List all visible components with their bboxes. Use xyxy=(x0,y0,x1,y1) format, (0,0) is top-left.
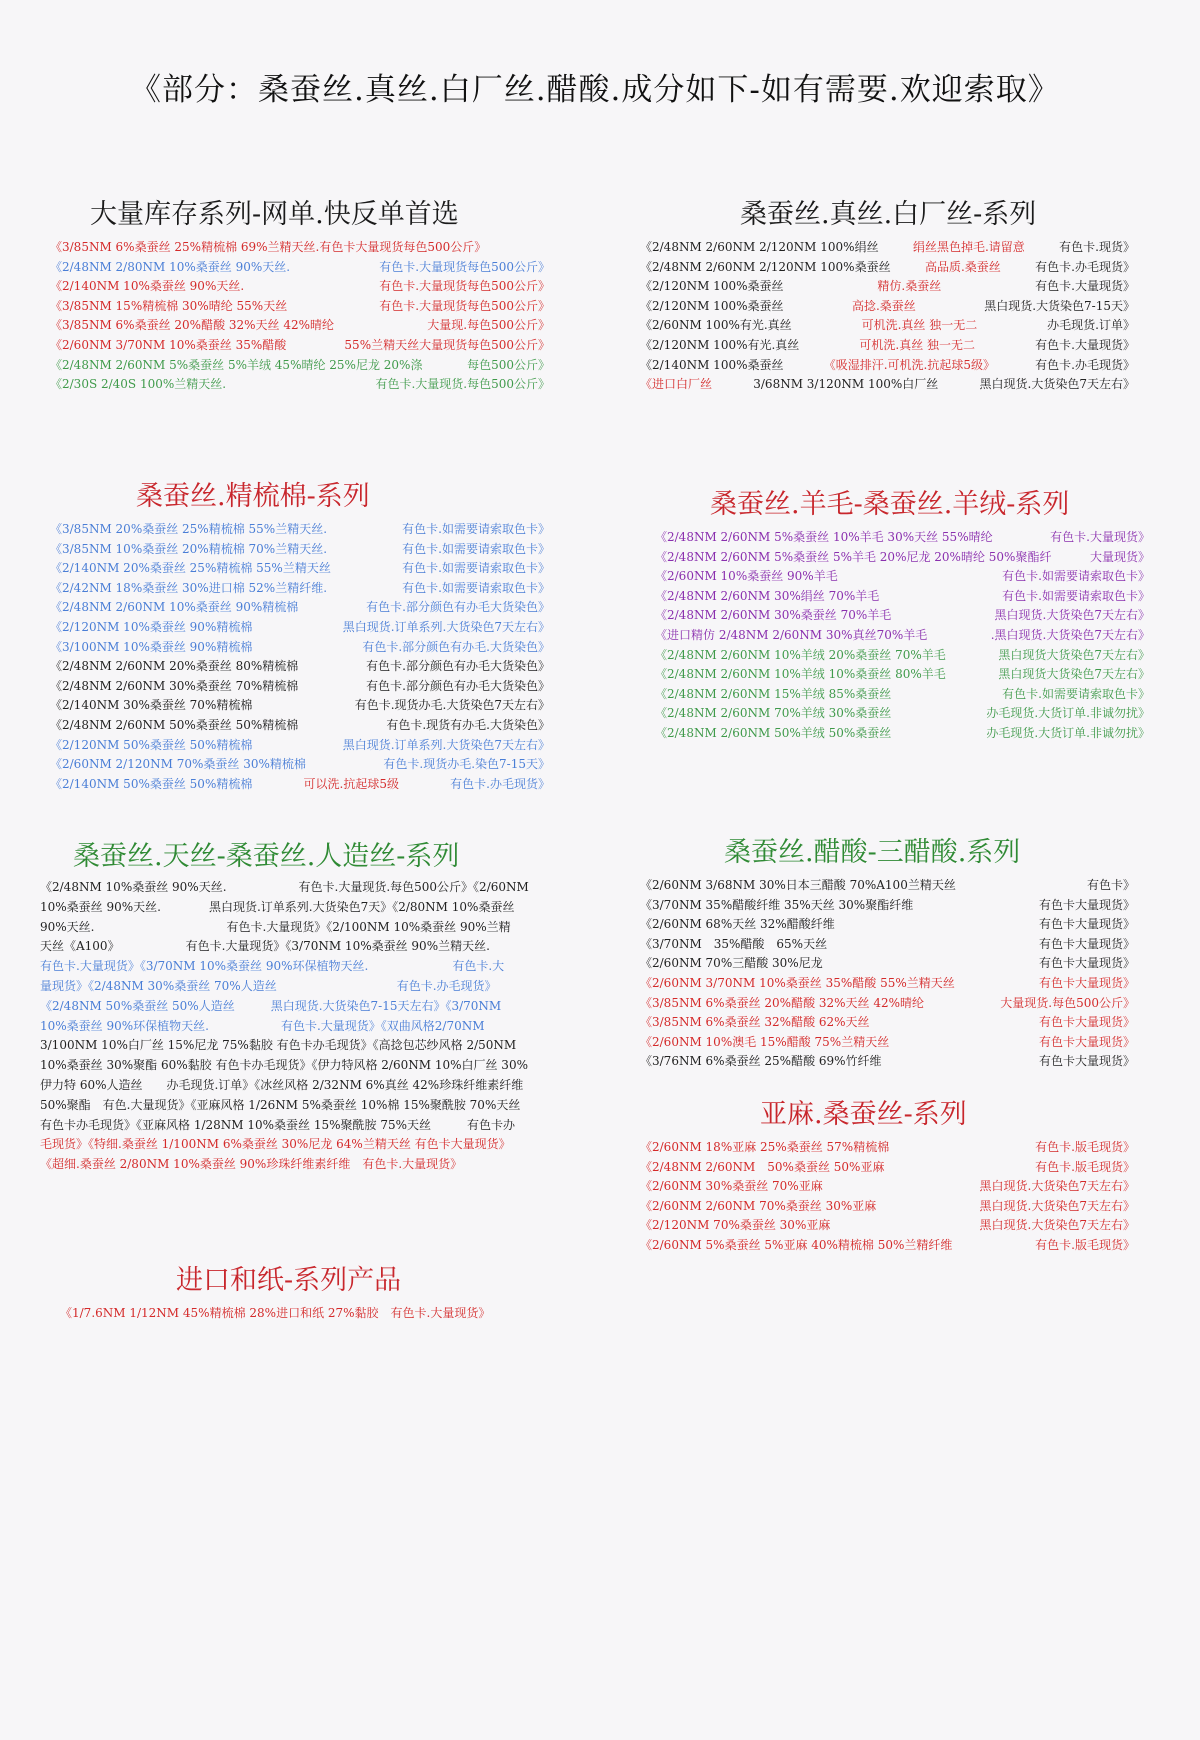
section-wool xyxy=(655,488,1150,744)
item-status: 有色卡.如需要请索取色卡》 xyxy=(1002,588,1150,603)
list-item xyxy=(50,258,550,278)
item-status: 黑白现货.大货染色7天左右》 xyxy=(979,1218,1135,1233)
list-item xyxy=(50,716,550,736)
section-title: 进口和纸-系列产品 xyxy=(176,1265,402,1296)
item-status: 有色卡.如需要请索取色卡》 xyxy=(402,522,550,536)
item-status: 有色卡.如需要请索取色卡》 xyxy=(402,561,550,576)
item-spec: 《2/48NM 2/60NM 5%桑蚕丝 5%羊绒 45%晴纶 25%尼龙 20%涤 xyxy=(50,357,423,372)
item-status: 办毛现货.大货订单.非诚勿扰》 xyxy=(986,706,1150,721)
item-spec: 《2/48NM 2/60NM 10%羊绒 20%桑蚕丝 70%羊毛 xyxy=(655,647,946,662)
item-status: 有色卡大量现货》 xyxy=(1038,897,1135,912)
list-item xyxy=(60,1304,580,1324)
section-washi xyxy=(60,1264,580,1324)
item-note: 高捻.桑蚕丝 xyxy=(851,298,916,313)
item-status: 有色卡大量现货》 xyxy=(1038,1054,1135,1069)
rows xyxy=(60,1304,580,1324)
item-note: 《吸湿排汗.可机洗.抗起球5级》 xyxy=(823,357,995,372)
item-status: 有色卡.现货办毛.染色7-15天》 xyxy=(383,757,550,772)
item-spec: 《2/140NM 50%桑蚕丝 50%精梳棉 xyxy=(50,776,253,791)
list-item xyxy=(640,935,1135,955)
list-item xyxy=(640,258,1135,278)
paragraph-line: 天丝《A100》 有色卡.大量现货》《3/70NM 10%桑蚕丝 90%兰精天丝. xyxy=(40,939,490,954)
item-status: 有色卡.办毛现货》 xyxy=(1035,357,1135,372)
item-status: .黑白现货.大货染色7天左右》 xyxy=(990,627,1150,642)
item-status: 有色卡.版毛现货》 xyxy=(1035,1237,1135,1252)
item-spec: 《2/120NM 70%桑蚕丝 30%亚麻 xyxy=(640,1218,831,1233)
list-item xyxy=(640,316,1135,336)
list-item xyxy=(50,598,550,618)
item-spec: 《2/60NM 3/70NM 10%桑蚕丝 35%醋酸 xyxy=(50,337,287,352)
item-status: 黑白现货.大货染色7天左右》 xyxy=(979,1198,1135,1213)
list-item xyxy=(50,520,550,540)
item-spec: 《2/60NM 100%有光.真丝 xyxy=(640,318,792,333)
list-item xyxy=(655,724,1150,744)
section-title: 桑蚕丝.真丝.白厂丝-系列 xyxy=(740,199,1037,230)
rows xyxy=(640,1138,1135,1256)
item-spec: 《2/48NM 2/60NM 50%桑蚕丝 50%精梳棉 xyxy=(50,717,299,732)
item-status: 有色卡.如需要请索取色卡》 xyxy=(1002,569,1150,584)
list-item xyxy=(50,755,550,775)
item-status: 有色卡.如需要请索取色卡》 xyxy=(402,541,550,556)
item-spec: 《进口精仿 2/48NM 2/60NM 30%真丝70%羊毛 xyxy=(655,627,928,642)
item-spec: 《2/60NM 3/70NM 10%桑蚕丝 35%醋酸 55%兰精天丝 xyxy=(640,975,955,990)
item-spec: 《3/76NM 6%桑蚕丝 25%醋酸 69%竹纤维 xyxy=(640,1054,882,1069)
list-item xyxy=(50,657,550,677)
list-item xyxy=(640,896,1135,916)
item-note: 精仿.桑蚕丝 xyxy=(877,279,942,294)
item-note: 高品质.桑蚕丝 xyxy=(924,259,1001,274)
item-spec: 《2/48NM 2/60NM 2/120NM 100%绢丝 xyxy=(640,240,879,254)
list-item xyxy=(655,704,1150,724)
item-spec: 《2/48NM 2/60NM 50%桑蚕丝 50%亚麻 xyxy=(640,1159,885,1174)
list-item xyxy=(655,528,1150,548)
item-spec: 《3/85NM 20%桑蚕丝 25%精梳棉 55%兰精天丝. xyxy=(50,522,328,536)
item-status: 每色500公斤》 xyxy=(467,357,550,372)
item-spec: 《2/48NM 2/60NM 10%羊绒 10%桑蚕丝 80%羊毛 xyxy=(655,667,946,682)
list-item xyxy=(640,974,1135,994)
list-item xyxy=(640,336,1135,356)
item-spec: 《2/48NM 2/60NM 30%绢丝 70%羊毛 xyxy=(655,588,880,603)
list-item xyxy=(50,677,550,697)
list-item xyxy=(640,1236,1135,1256)
list-item xyxy=(640,1197,1135,1217)
item-spec: 《2/42NM 18%桑蚕丝 30%进口棉 52%兰精纤维. xyxy=(50,580,328,595)
item-spec: 《3/85NM 6%桑蚕丝 25%精梳棉 69%兰精天丝.有色卡大量现货每色500公斤》 xyxy=(50,240,487,254)
item-spec: 《2/60NM 2/120NM 70%桑蚕丝 30%精梳棉 xyxy=(50,757,306,772)
item-status: 有色卡.办毛现货》 xyxy=(1035,259,1135,274)
section-title: 桑蚕丝.羊毛-桑蚕丝.羊绒-系列 xyxy=(710,489,1070,520)
list-item xyxy=(50,356,550,376)
item-status: 有色卡大量现货》 xyxy=(1038,975,1135,990)
section-title: 亚麻.桑蚕丝-系列 xyxy=(760,1099,967,1130)
item-spec: 《2/120NM 50%桑蚕丝 50%精梳棉 xyxy=(50,737,253,752)
item-status: 有色卡大量现货》 xyxy=(1038,956,1135,971)
paragraph-line: 有色卡办毛现货》《亚麻风格 1/28NM 10%桑蚕丝 15%聚酰胺 75%天丝 有色卡办 xyxy=(40,1117,516,1132)
item-note: 可机洗.真丝 独一无二 xyxy=(859,337,976,352)
item-note: 可以洗.抗起球5级 xyxy=(303,776,399,791)
item-spec: 《3/85NM 15%精梳棉 30%晴纶 55%天丝 xyxy=(50,298,288,313)
list-item xyxy=(640,1216,1135,1236)
paragraph-line: 《2/48NM 10%桑蚕丝 90%天丝. 有色卡.大量现货.每色500公斤》《2/60NM xyxy=(40,880,529,894)
item-status: 有色卡.版毛现货》 xyxy=(1035,1159,1135,1174)
item-spec: 《3/70NM 35%醋酸纤维 35%天丝 30%聚酯纤维 xyxy=(640,897,914,912)
list-item xyxy=(50,316,550,336)
list-item xyxy=(640,915,1135,935)
rows xyxy=(655,528,1150,744)
paragraph xyxy=(40,878,620,1175)
list-item xyxy=(640,297,1135,317)
item-spec: 《2/140NM 20%桑蚕丝 25%精梳棉 55%兰精天丝 xyxy=(50,561,331,576)
item-spec: 《2/60NM 2/60NM 70%桑蚕丝 30%亚麻 xyxy=(640,1198,877,1213)
list-item xyxy=(640,994,1135,1014)
paragraph-line: 毛现货》《特细.桑蚕丝 1/100NM 6%桑蚕丝 30%尼龙 64%兰精天丝 有色卡大量现货》 xyxy=(40,1137,511,1152)
item-spec: 《2/60NM 18%亚麻 25%桑蚕丝 57%精梳棉 xyxy=(640,1140,890,1154)
item-spec: 《2/120NM 100%有光.真丝 xyxy=(640,337,800,352)
section-title: 桑蚕丝.精梳棉-系列 xyxy=(136,481,370,512)
list-item xyxy=(640,1158,1135,1178)
item-status: 55%兰精天丝大量现货每色500公斤》 xyxy=(344,337,550,352)
item-spec: 《进口白厂丝 xyxy=(640,377,713,392)
list-item xyxy=(640,1138,1135,1158)
item-status: 有色卡.大量现货》 xyxy=(1035,279,1135,294)
item-status: 有色卡大量现货》 xyxy=(1038,1015,1135,1030)
list-item xyxy=(640,1033,1135,1053)
section-title: 大量库存系列-网单.快反单首选 xyxy=(90,199,459,230)
item-status: 有色卡.办毛现货》 xyxy=(450,776,550,791)
list-item xyxy=(50,540,550,560)
item-status: 黑白现货.大货染色7天左右》 xyxy=(979,377,1135,392)
item-status: 有色卡.部分颜色有办毛.大货染色》 xyxy=(362,639,550,654)
item-status: 有色卡.大量现货每色500公斤》 xyxy=(379,259,550,274)
item-status: 黑白现货大货染色7天左右》 xyxy=(998,647,1150,662)
list-item xyxy=(640,954,1135,974)
item-spec: 《2/140NM 100%桑蚕丝 xyxy=(640,357,784,372)
list-item xyxy=(640,277,1135,297)
item-status: 办毛现货.订单》 xyxy=(1047,318,1135,333)
item-spec: 《2/48NM 2/60NM 5%桑蚕丝 5%羊毛 20%尼龙 20%晴纶 50%聚酯纤 xyxy=(655,549,1052,564)
item-spec: 《2/48NM 2/60NM 10%桑蚕丝 90%精梳棉 xyxy=(50,600,299,615)
item-status: 有色卡大量现货》 xyxy=(1038,1034,1135,1049)
item-spec: 《2/60NM 10%桑蚕丝 90%羊毛 xyxy=(655,569,838,584)
item-status: 有色卡.大量现货每色500公斤》 xyxy=(379,298,550,313)
item-spec: 《2/48NM 2/60NM 70%羊绒 30%桑蚕丝 xyxy=(655,706,892,721)
rows xyxy=(640,876,1135,1072)
paragraph-line: 90%天丝. 有色卡.大量现货》《2/100NM 10%桑蚕丝 90%兰精 xyxy=(40,919,511,934)
item-status: 黑白现货.订单系列.大货染色7天左右》 xyxy=(342,737,550,752)
rows xyxy=(50,238,550,395)
paragraph-line: 《2/48NM 50%桑蚕丝 50%人造丝 黑白现货.大货染色7-15天左右》《3/70NM xyxy=(40,998,502,1013)
list-item xyxy=(50,696,550,716)
item-status: 黑白现货.大货染色7天左右》 xyxy=(994,608,1150,623)
item-note: 绢丝黑色掉毛.请留意 xyxy=(912,240,1025,254)
list-item xyxy=(655,567,1150,587)
section-title: 桑蚕丝.天丝-桑蚕丝.人造丝-系列 xyxy=(73,841,460,872)
item-spec: 《3/70NM 35%醋酸 65%天丝 xyxy=(640,936,828,951)
item-spec: 《2/48NM 2/60NM 5%桑蚕丝 10%羊毛 30%天丝 55%晴纶 xyxy=(655,530,993,544)
item-status: 有色卡大量现货》 xyxy=(1038,936,1135,951)
item-spec: 《2/48NM 2/80NM 10%桑蚕丝 90%天丝. xyxy=(50,259,291,274)
list-item xyxy=(50,736,550,756)
rows xyxy=(50,520,550,794)
paragraph-line: 50%聚酯 有色.大量现货》《亚麻风格 1/26NM 5%桑蚕丝 10%棉 15%聚酰胺 70%天丝 xyxy=(40,1097,521,1112)
list-item xyxy=(655,587,1150,607)
item-status: 黑白现货大货染色7天左右》 xyxy=(998,667,1150,682)
item-spec: 《2/120NM 10%桑蚕丝 90%精梳棉 xyxy=(50,619,253,634)
item-spec: 《2/120NM 100%桑蚕丝 xyxy=(640,279,784,294)
list-item xyxy=(655,548,1150,568)
item-spec: 《2/60NM 10%澳毛 15%醋酸 75%兰精天丝 xyxy=(640,1034,890,1049)
page-title: 《部分：桑蚕丝.真丝.白厂丝.醋酸.成分如下-如有需要.欢迎索取》 xyxy=(130,72,1060,108)
item-spec: 《2/140NM 30%桑蚕丝 70%精梳棉 xyxy=(50,698,253,713)
item-status: 办毛现货.大货订单.非诚勿扰》 xyxy=(986,725,1150,740)
item-spec: 《2/48NM 2/60NM 50%羊绒 50%桑蚕丝 xyxy=(655,725,892,740)
item-status: 有色卡》 xyxy=(1086,878,1135,892)
section-tencel xyxy=(40,840,620,1175)
paragraph-line: 伊力特 60%人造丝 办毛现货.订单》《冰丝风格 2/32NM 6%真丝 42%珍珠纤维素纤维 xyxy=(40,1077,524,1092)
item-spec: 《2/48NM 2/60NM 15%羊绒 85%桑蚕丝 xyxy=(655,686,892,701)
item-status: 大量现货.每色500公斤》 xyxy=(1000,995,1135,1010)
section-title: 桑蚕丝.醋酸-三醋酸.系列 xyxy=(724,837,1021,868)
list-item xyxy=(50,238,550,258)
item-status: 有色卡.部分颜色有办毛大货染色》 xyxy=(366,659,550,674)
item-note: 3/68NM 3/120NM 100%白厂丝 xyxy=(753,377,939,392)
item-status: 黑白现货.订单系列.大货染色7天左右》 xyxy=(342,619,550,634)
list-item xyxy=(50,375,550,395)
list-item xyxy=(640,876,1135,896)
paragraph-line: 10%桑蚕丝 30%聚酯 60%黏胶 有色卡办毛现货》《伊力特风格 2/60NM 10%白厂丝 30% xyxy=(40,1058,528,1073)
item-status: 有色卡.大量现货》 xyxy=(1050,530,1150,544)
item-spec: 《2/120NM 100%桑蚕丝 xyxy=(640,298,784,313)
item-status: 有色卡.大量现货》 xyxy=(1035,337,1135,352)
item-spec: 《2/140NM 10%桑蚕丝 90%天丝. xyxy=(50,279,245,294)
item-spec: 《2/48NM 2/60NM 30%桑蚕丝 70%羊毛 xyxy=(655,608,892,623)
item-spec: 《2/48NM 2/60NM 20%桑蚕丝 80%精梳棉 xyxy=(50,659,299,674)
item-spec: 《1/7.6NM 1/12NM 45%精梳棉 28%进口和纸 27%黏胶 有色卡.大量现货》 xyxy=(60,1306,491,1320)
list-item xyxy=(640,356,1135,376)
paragraph-line: 10%桑蚕丝 90%环保植物天丝. 有色卡.大量现货》《双曲风格2/70NM xyxy=(40,1018,485,1033)
item-spec: 《2/48NM 2/60NM 30%桑蚕丝 70%精梳棉 xyxy=(50,678,299,693)
item-status: 有色卡.现货》 xyxy=(1059,240,1135,254)
list-item xyxy=(50,579,550,599)
list-item xyxy=(50,618,550,638)
item-status: 黑白现货.大货染色7天左右》 xyxy=(979,1179,1135,1194)
list-item xyxy=(655,646,1150,666)
item-status: 有色卡.版毛现货》 xyxy=(1035,1140,1135,1154)
item-spec: 《2/60NM 70%三醋酸 30%尼龙 xyxy=(640,956,823,971)
item-status: 有色卡.大量现货.每色500公斤》 xyxy=(375,377,550,392)
item-status: 有色卡.部分颜色有办毛大货染色》 xyxy=(366,678,550,693)
list-item xyxy=(655,685,1150,705)
list-item xyxy=(640,238,1135,258)
list-item xyxy=(640,1052,1135,1072)
item-status: 大量现.每色500公斤》 xyxy=(427,318,550,333)
list-item xyxy=(655,626,1150,646)
section-acetate xyxy=(640,836,1135,1072)
list-item xyxy=(50,277,550,297)
list-item xyxy=(50,297,550,317)
item-status: 黑白现货.大货染色7-15天》 xyxy=(984,298,1135,313)
paragraph-line: 有色卡.大量现货》《3/70NM 10%桑蚕丝 90%环保植物天丝. 有色卡.大 xyxy=(40,959,505,974)
item-note: 可机洗.真丝 独一无二 xyxy=(861,318,978,333)
item-spec: 《3/85NM 10%桑蚕丝 20%精梳棉 70%兰精天丝. xyxy=(50,541,328,556)
item-spec: 《2/60NM 3/68NM 30%日本三醋酸 70%A100兰精天丝 xyxy=(640,878,956,892)
item-status: 有色卡.现货办毛.大货染色7天左右》 xyxy=(354,698,550,713)
paragraph-line: 《超细.桑蚕丝 2/80NM 10%桑蚕丝 90%珍珠纤维素纤维 有色卡.大量现货》 xyxy=(40,1157,463,1172)
list-item xyxy=(50,775,550,795)
list-item xyxy=(640,1013,1135,1033)
item-status: 有色卡大量现货》 xyxy=(1038,917,1135,932)
paragraph-line: 3/100NM 10%白厂丝 15%尼龙 75%黏胶 有色卡办毛现货》《高捻包芯纱风格 2/50NM xyxy=(40,1038,517,1053)
list-item xyxy=(655,606,1150,626)
item-status: 大量现货》 xyxy=(1089,549,1150,564)
section-silk xyxy=(640,198,1135,395)
rows xyxy=(640,238,1135,395)
item-spec: 《3/100NM 10%桑蚕丝 90%精梳棉 xyxy=(50,639,253,654)
list-item xyxy=(640,1177,1135,1197)
section-combed xyxy=(50,480,550,794)
list-item xyxy=(655,665,1150,685)
list-item xyxy=(50,638,550,658)
list-item xyxy=(640,375,1135,395)
item-status: 有色卡.如需要请索取色卡》 xyxy=(402,580,550,595)
item-spec: 《2/48NM 2/60NM 2/120NM 100%桑蚕丝 xyxy=(640,259,891,274)
item-spec: 《2/60NM 5%桑蚕丝 5%亚麻 40%精梳棉 50%兰精纤维 xyxy=(640,1237,953,1252)
item-status: 有色卡.现货有办毛.大货染色》 xyxy=(386,717,550,732)
item-status: 有色卡.部分颜色有办毛大货染色》 xyxy=(366,600,550,615)
item-spec: 《2/30S 2/40S 100%兰精天丝. xyxy=(50,377,227,392)
paragraph-line: 量现货》《2/48NM 30%桑蚕丝 70%人造丝 有色卡.办毛现货》 xyxy=(40,978,497,993)
list-item xyxy=(50,559,550,579)
item-status: 有色卡.如需要请索取色卡》 xyxy=(1002,686,1150,701)
section-linen xyxy=(640,1098,1135,1256)
item-status: 有色卡.大量现货每色500公斤》 xyxy=(379,279,550,294)
item-spec: 《3/85NM 6%桑蚕丝 20%醋酸 32%天丝 42%晴纶 xyxy=(50,318,335,333)
item-spec: 《2/60NM 68%天丝 32%醋酸纤维 xyxy=(640,917,835,932)
item-spec: 《3/85NM 6%桑蚕丝 32%醋酸 62%天丝 xyxy=(640,1015,870,1030)
section-stock xyxy=(50,198,550,395)
item-spec: 《2/60NM 30%桑蚕丝 70%亚麻 xyxy=(640,1179,823,1194)
paragraph-line: 10%桑蚕丝 90%天丝. 黑白现货.订单系列.大货染色7天》《2/80NM 10%桑蚕丝 xyxy=(40,899,515,914)
item-spec: 《3/85NM 6%桑蚕丝 20%醋酸 32%天丝 42%晴纶 xyxy=(640,995,925,1010)
list-item xyxy=(50,336,550,356)
